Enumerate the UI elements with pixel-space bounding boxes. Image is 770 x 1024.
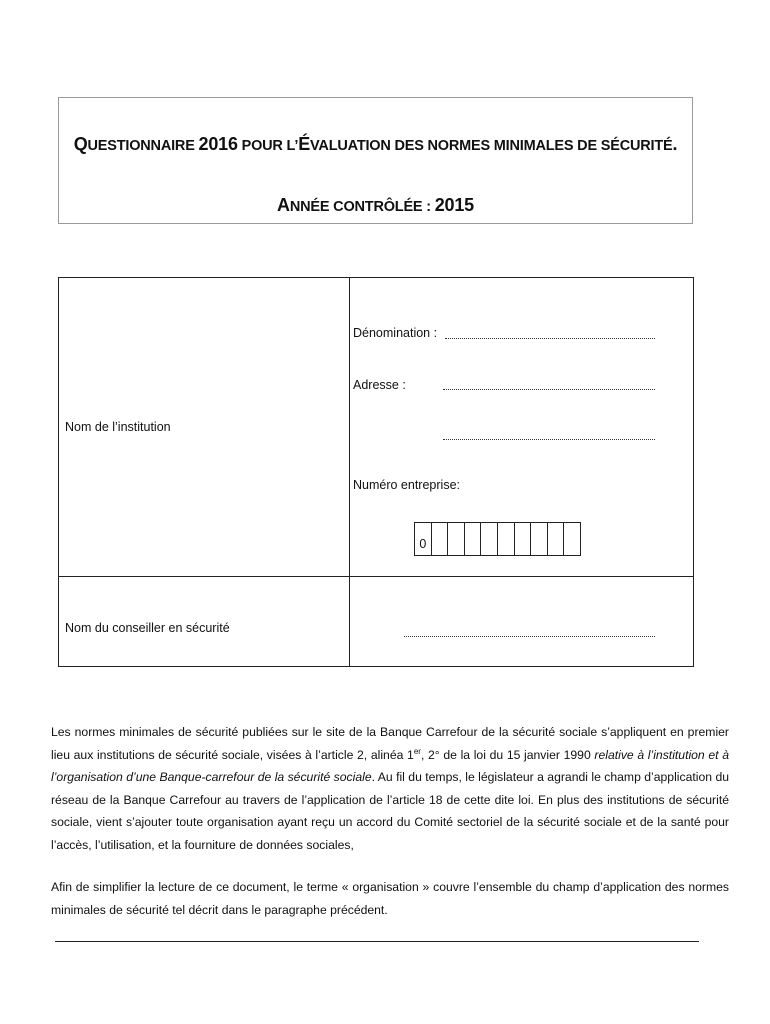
scope-paragraph: Afin de simplifier la lecture de ce document, le terme « organisation » couvre l’ensemble du champ d’application des normes minimales de sécurité tel décrit dans le paragraphe précédent. [51,880,729,917]
intro-paragraph: Les normes minimales de sécurité publiées sur le site de la Banque Carrefour de la sécurité sociale s’appliquent en premier lieu aux institutions de sécurité sociale, visées à l’article 2, alinéa 1er, 2° de la loi du 15 janvier 1990 relative à l’institution et à l’organisation d’une Banque-carrefour de la sécurité sociale. Au fil du temps, le législateur a agrandi le champ d’application du réseau de la Banque Carrefour au travers de l’application de l’article 18 de cette dite loi. En plus des institutions de sécurité sociale, vient s’ajouter toute organisation ayant reçu un accord du Comité sectoriel de la sécurité sociale et de la santé pour l’accès, l’utilisation, et la fourniture de données sociales, [51,725,729,852]
numero-entreprise-label: Numéro entreprise: [353,478,460,492]
digit-box[interactable] [465,523,482,555]
digit-box[interactable]: 0 [415,523,432,555]
conseiller-field[interactable] [404,636,655,637]
document-title: QUESTIONNAIRE 2016 POUR L’ÉVALUATION DES NORMES MINIMALES DE SÉCURITÉ. [73,134,678,154]
numero-entreprise-boxes[interactable] [414,522,581,556]
digit-box[interactable] [531,523,548,555]
adresse-field-line2[interactable] [443,439,655,440]
denomination-field[interactable] [445,338,655,339]
adresse-field-line1[interactable] [443,389,655,390]
control-year: ANNÉE CONTRÔLÉE : 2015 [277,195,474,215]
digit-box[interactable] [564,523,581,555]
institution-label: Nom de l’institution [65,420,171,434]
digit-box[interactable] [481,523,498,555]
digit-box[interactable] [515,523,532,555]
row-divider [59,576,693,577]
denomination-label: Dénomination : [353,326,438,340]
bottom-rule [55,941,699,942]
digit-box[interactable] [548,523,565,555]
institution-table [58,277,694,667]
conseiller-label: Nom du conseiller en sécurité [65,621,230,635]
title-box [58,97,693,224]
digit-box[interactable] [498,523,515,555]
adresse-label: Adresse : [353,378,406,392]
digit-box[interactable] [432,523,449,555]
column-divider [349,278,350,666]
digit-box[interactable] [448,523,465,555]
